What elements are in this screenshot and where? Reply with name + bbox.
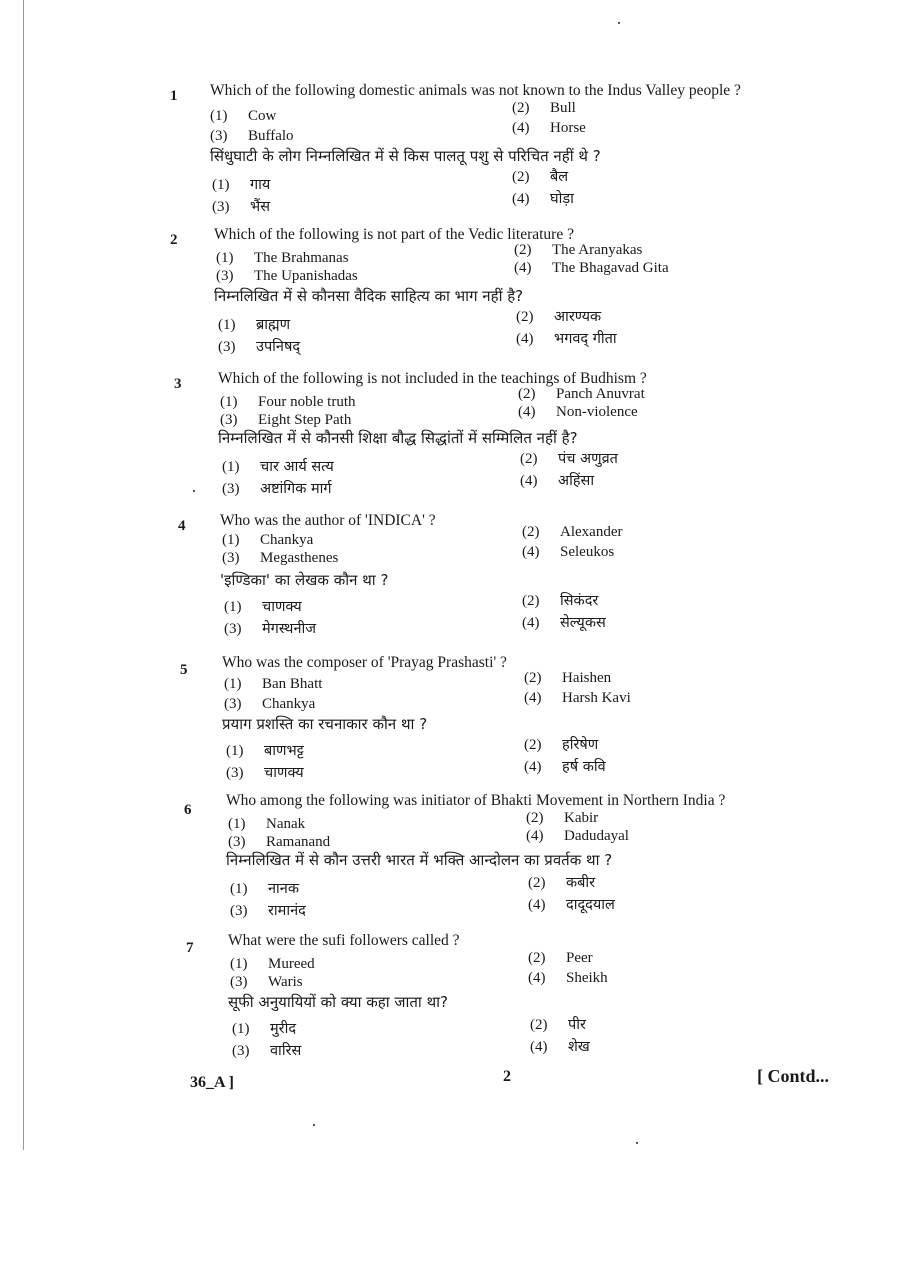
option-2-english: (2) Panch Anuvrat [518,386,645,402]
scan-speck [313,1124,315,1126]
option-2-hindi: (2) कबीर [528,875,596,891]
question-text-english: Who was the author of 'INDICA' ? [220,512,436,529]
option-2-hindi: (2) आरण्यक [516,309,602,325]
question-text-english: Which of the following is not included in the teachings of Budhism ? [218,370,647,387]
option-4-english: (4) The Bhagavad Gita [514,260,669,276]
option-4-hindi: (4) सेल्यूकस [522,615,606,631]
option-4-hindi: (4) अहिंसा [520,473,595,489]
question-number: 7 [186,940,194,956]
option-1-hindi: (1) ब्राह्मण [218,317,291,333]
option-1-english: (1) Ban Bhatt [224,676,323,692]
option-1-english: (1) Mureed [230,956,315,972]
option-1-english: (1) Four noble truth [220,394,356,410]
option-3-hindi: (3) चाणक्य [226,765,304,781]
scan-speck [636,1142,638,1144]
option-2-hindi: (2) बैल [512,169,569,185]
option-4-hindi: (4) दादूदयाल [528,897,615,913]
question-text-hindi: निम्नलिखित में से कौनसी शिक्षा बौद्ध सिद्धांतों में सम्मिलित नहीं है? [218,429,578,447]
option-1-english: (1) Chankya [222,532,314,548]
option-3-english: (3) Megasthenes [222,550,339,566]
option-1-english: (1) Cow [210,108,277,124]
question-text-english: Who among the following was initiator of Bhakti Movement in Northern India ? [226,792,726,809]
question-text-hindi: निम्नलिखित में से कौनसा वैदिक साहित्य का भाग नहीं है? [214,287,524,305]
option-2-english: (2) Haishen [524,670,612,686]
option-3-english: (3) Buffalo [210,128,294,144]
question-text-hindi: सूफी अनुयायियों को क्या कहा जाता था? [228,993,449,1011]
option-3-english: (3) Eight Step Path [220,412,352,428]
page-number: 2 [503,1068,511,1085]
scan-speck [618,22,620,24]
option-4-english: (4) Sheikh [528,970,608,986]
question-text-hindi: निम्नलिखित में से कौन उत्तरी भारत में भक्ति आन्दोलन का प्रवर्तक था ? [226,851,613,869]
question-number: 1 [170,88,178,104]
option-3-hindi: (3) भैंस [212,199,270,215]
option-2-english: (2) Peer [528,950,593,966]
paper-code: 36_A ] [190,1074,234,1091]
option-1-english: (1) The Brahmanas [216,250,349,266]
question-text-english: What were the sufi followers called ? [228,932,460,949]
option-4-hindi: (4) घोड़ा [512,191,574,207]
option-2-hindi: (2) पंच अणुव्रत [520,451,618,467]
option-4-english: (4) Non-violence [518,404,638,420]
option-3-english: (3) The Upanishadas [216,268,358,284]
scan-speck [193,490,195,492]
option-3-english: (3) Waris [230,974,303,990]
option-4-hindi: (4) शेख [530,1039,590,1055]
option-4-english: (4) Harsh Kavi [524,690,631,706]
option-4-hindi: (4) हर्ष कवि [524,759,606,775]
question-number: 6 [184,802,192,818]
option-1-hindi: (1) चार आर्य सत्य [222,459,334,475]
option-1-hindi: (1) बाणभट्ट [226,743,304,759]
option-3-hindi: (3) उपनिषद् [218,339,301,355]
question-number: 3 [174,376,182,392]
option-2-english: (2) Bull [512,100,576,116]
option-1-english: (1) Nanak [228,816,306,832]
option-2-hindi: (2) सिकंदर [522,593,599,609]
option-4-hindi: (4) भगवद् गीता [516,331,617,347]
option-4-english: (4) Dadudayal [526,828,629,844]
option-3-english: (3) Ramanand [228,834,331,850]
question-text-hindi: प्रयाग प्रशस्ति का रचनाकार कौन था ? [222,715,428,733]
option-1-hindi: (1) गाय [212,177,271,193]
option-4-english: (4) Horse [512,120,586,136]
option-3-english: (3) Chankya [224,696,316,712]
option-2-hindi: (2) पीर [530,1017,586,1033]
option-3-hindi: (3) वारिस [232,1043,302,1059]
question-text-english: Which of the following is not part of the Vedic literature ? [214,226,574,243]
question-text-hindi: 'इण्डिका' का लेखक कौन था ? [220,571,389,589]
option-1-hindi: (1) मुरीद [232,1021,297,1037]
option-3-hindi: (3) मेगस्थनीज [224,621,317,637]
question-text-hindi: सिंधुघाटी के लोग निम्नलिखित में से किस पालतू पशु से परिचित नहीं थे ? [210,147,601,165]
question-number: 2 [170,232,178,248]
question-number: 5 [180,662,188,678]
question-number: 4 [178,518,186,534]
option-1-hindi: (1) चाणक्य [224,599,302,615]
option-3-hindi: (3) अष्टांगिक मार्ग [222,481,332,497]
option-1-hindi: (1) नानक [230,881,299,897]
option-2-english: (2) The Aranyakas [514,242,643,258]
continued-label: [ Contd... [757,1066,830,1086]
option-3-hindi: (3) रामानंद [230,903,306,919]
option-2-hindi: (2) हरिषेण [524,737,599,753]
question-text-english: Who was the composer of 'Prayag Prashasti' ? [222,654,507,671]
question-text-english: Which of the following domestic animals was not known to the Indus Valley people ? [210,82,741,99]
option-2-english: (2) Alexander [522,524,623,540]
option-2-english: (2) Kabir [526,810,599,826]
option-4-english: (4) Seleukos [522,544,615,560]
